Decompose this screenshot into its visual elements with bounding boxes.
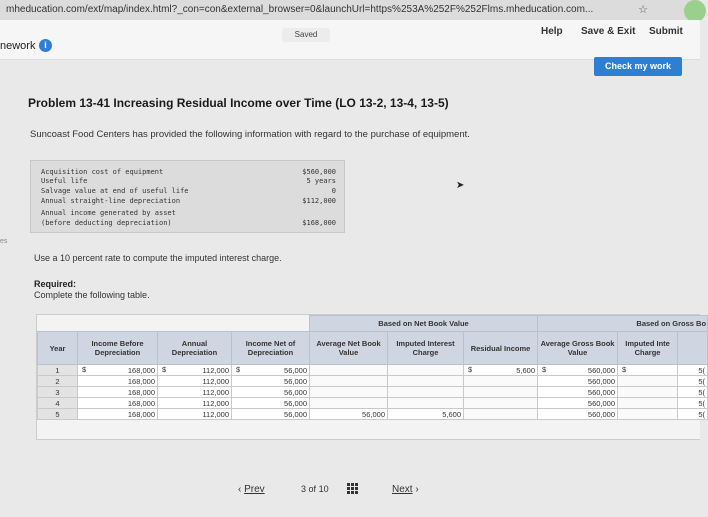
assignment-header [0, 20, 700, 60]
gross-book-group-header: Based on Gross Bo [538, 316, 708, 332]
net-book-group-header: Based on Net Book Value [310, 316, 538, 332]
income-before-input[interactable]: 168,000 [78, 376, 158, 387]
url-text[interactable]: mheducation.com/ext/map/index.html?_con=con&external_browser=0&launchUrl=https%253A%252F%252Flms.mheducation.com... [6, 4, 594, 15]
cutoff-cell[interactable]: 5( [678, 398, 708, 409]
income-before-input[interactable]: 168,000 [78, 409, 158, 420]
avg-net-book-input[interactable] [310, 365, 388, 376]
cutoff-cell[interactable]: 5( [678, 376, 708, 387]
table-row [38, 376, 708, 387]
col-header-income-before: Income Before Depreciation [78, 332, 158, 365]
problem-title: Problem 13-41 Increasing Residual Income over Time (LO 13-2, 13-4, 13-5) [28, 96, 449, 110]
income-net-input[interactable]: 56,000 [232, 376, 310, 387]
save-exit-button[interactable]: Save & Exit [581, 26, 636, 37]
given-row: Acquisition cost of equipment $560,000 [41, 168, 336, 176]
table-row [38, 387, 708, 398]
income-before-input[interactable]: $ 168,000 [78, 365, 158, 376]
year-cell: 3 [38, 387, 78, 398]
given-row: (before deducting depreciation) $168,000 [41, 219, 336, 227]
residual-income-table [36, 314, 707, 440]
currency-symbol: $ [622, 365, 627, 374]
income-before-input[interactable]: 168,000 [78, 387, 158, 398]
year-cell: 1 [38, 365, 78, 376]
table-row [38, 409, 708, 420]
depreciation-input[interactable]: 112,000 [158, 387, 232, 398]
col-header-imputed-gross: Imputed Inte Charge [618, 332, 678, 365]
saved-status: Saved [282, 28, 330, 42]
imputed-gross-input[interactable] [618, 398, 678, 409]
imputed-gross-input[interactable] [618, 376, 678, 387]
imputed-interest-input[interactable] [388, 365, 464, 376]
next-label: Next [392, 484, 413, 495]
avg-gross-book-input[interactable]: $ 560,000 [538, 365, 618, 376]
bookmark-star-icon[interactable]: ☆ [638, 4, 648, 16]
depreciation-input[interactable]: $ 112,000 [158, 365, 232, 376]
check-my-work-button[interactable]: Check my work [594, 57, 682, 76]
imputed-interest-input[interactable]: 5,600 [388, 409, 464, 420]
page-indicator: 3 of 10 [301, 484, 329, 494]
submit-button[interactable]: Submit [649, 26, 683, 37]
given-row: Annual income generated by asset [41, 209, 176, 217]
avg-gross-book-input[interactable]: 560,000 [538, 376, 618, 387]
help-button[interactable]: Help [541, 26, 563, 37]
residual-income-input[interactable]: $ 5,600 [464, 365, 538, 376]
income-net-input[interactable]: 56,000 [232, 409, 310, 420]
prev-button[interactable]: ‹ Prev [238, 484, 265, 495]
currency-symbol: $ [236, 365, 241, 374]
next-button[interactable]: Next › [392, 484, 419, 495]
col-header-imputed-interest: Imputed Interest Charge [388, 332, 464, 365]
cutoff-cell[interactable]: 5( [678, 409, 708, 420]
prev-label: Prev [244, 484, 265, 495]
imputed-interest-input[interactable] [388, 387, 464, 398]
left-edge-text: es [0, 238, 8, 245]
col-header-year: Year [38, 332, 78, 365]
rate-note: Use a 10 percent rate to compute the imputed interest charge. [34, 253, 282, 263]
info-icon[interactable]: i [39, 39, 52, 52]
depreciation-input[interactable]: 112,000 [158, 398, 232, 409]
table-row [38, 365, 708, 376]
grid-view-icon[interactable] [347, 483, 358, 494]
browser-url-bar[interactable] [0, 0, 700, 20]
profile-avatar[interactable] [684, 0, 706, 22]
year-cell: 4 [38, 398, 78, 409]
imputed-gross-input[interactable] [618, 387, 678, 398]
given-row: Salvage value at end of useful life 0 [41, 187, 336, 195]
imputed-gross-input[interactable] [618, 409, 678, 420]
given-row: Useful life 5 years [41, 177, 336, 185]
pagination [232, 482, 442, 498]
imputed-gross-input[interactable] [618, 365, 678, 376]
cutoff-cell[interactable]: 5( [678, 387, 708, 398]
depreciation-input[interactable]: 112,000 [158, 409, 232, 420]
avg-net-book-input[interactable] [310, 398, 388, 409]
required-label: Required: [34, 279, 77, 289]
currency-symbol: $ [468, 365, 473, 374]
year-cell: 2 [38, 376, 78, 387]
imputed-interest-input[interactable] [388, 376, 464, 387]
mouse-cursor-icon: ➤ [456, 180, 465, 191]
income-net-input[interactable]: 56,000 [232, 398, 310, 409]
homework-label: nework [0, 40, 36, 52]
col-header-avg-gross-book: Average Gross Book Value [538, 332, 618, 365]
imputed-interest-input[interactable] [388, 398, 464, 409]
col-header-residual-income: Residual Income [464, 332, 538, 365]
problem-intro: Suncoast Food Centers has provided the following information with regard to the purchase of equipment. [30, 129, 470, 140]
currency-symbol: $ [542, 365, 547, 374]
givens-box [30, 160, 345, 233]
residual-income-input[interactable] [464, 376, 538, 387]
income-net-input[interactable]: 56,000 [232, 387, 310, 398]
avg-gross-book-input[interactable]: 560,000 [538, 387, 618, 398]
col-header-depreciation: Annual Depreciation [158, 332, 232, 365]
given-row: Annual straight-line depreciation $112,000 [41, 197, 336, 205]
col-header-avg-net-book: Average Net Book Value [310, 332, 388, 365]
residual-income-input[interactable] [464, 398, 538, 409]
cutoff-cell[interactable]: 5( [678, 365, 708, 376]
avg-net-book-input[interactable]: 56,000 [310, 409, 388, 420]
currency-symbol: $ [162, 365, 167, 374]
table-row [38, 398, 708, 409]
residual-income-input[interactable] [464, 409, 538, 420]
residual-income-input[interactable] [464, 387, 538, 398]
currency-symbol: $ [82, 365, 87, 374]
avg-gross-book-input[interactable]: 560,000 [538, 409, 618, 420]
avg-net-book-input[interactable] [310, 387, 388, 398]
income-net-input[interactable]: $ 56,000 [232, 365, 310, 376]
col-header-cutoff [678, 332, 708, 365]
income-before-input[interactable]: 168,000 [78, 398, 158, 409]
year-cell: 5 [38, 409, 78, 420]
col-header-income-net: Income Net of Depreciation [232, 332, 310, 365]
avg-net-book-input[interactable] [310, 376, 388, 387]
depreciation-input[interactable]: 112,000 [158, 376, 232, 387]
avg-gross-book-input[interactable]: 560,000 [538, 398, 618, 409]
required-text: Complete the following table. [34, 290, 150, 300]
